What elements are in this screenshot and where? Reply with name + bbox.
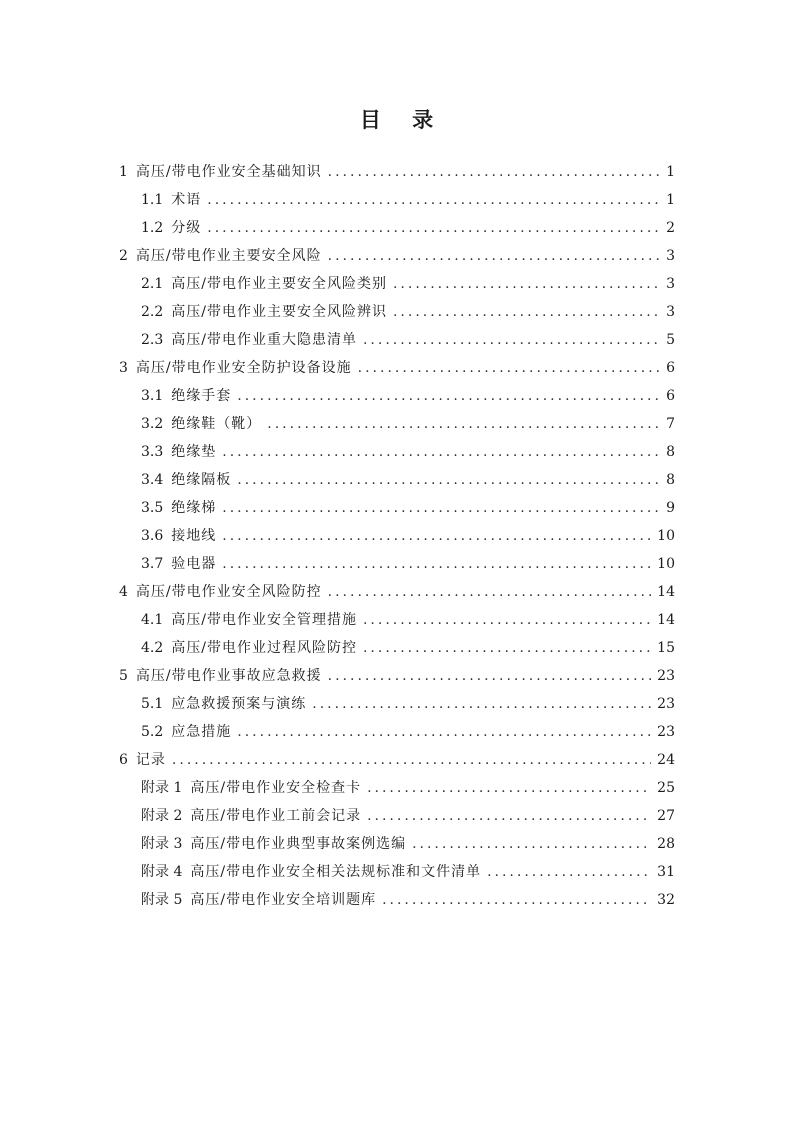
entry-number: 5.1 (141, 696, 164, 712)
entry-page-number: 24 (657, 752, 675, 768)
entry-page-number: 23 (657, 696, 675, 712)
dot-leader (222, 550, 651, 578)
entry-page-number: 7 (666, 416, 675, 432)
entry-label: 绝缘梯 (171, 500, 217, 516)
dot-leader (487, 858, 651, 886)
dot-leader (382, 886, 651, 914)
entry-number: 3.4 (141, 472, 164, 488)
dot-leader (237, 466, 660, 494)
entry-page-number: 6 (666, 360, 675, 376)
dot-leader (363, 634, 651, 662)
dot-leader (358, 354, 660, 382)
entry-number: 4.1 (141, 612, 164, 628)
entry-number: 3 (119, 360, 128, 376)
entry-page-number: 8 (666, 444, 675, 460)
dot-leader (222, 438, 660, 466)
entry-number: 4 (119, 584, 128, 600)
entry-label: 高压/带电作业安全防护设备设施 (135, 360, 352, 376)
entry-label: 绝缘鞋（靴） (171, 416, 262, 432)
entry-label: 绝缘垫 (171, 444, 217, 460)
toc-title: 目 录 (359, 107, 446, 132)
entry-page-number: 14 (657, 584, 675, 600)
entry-label: 验电器 (171, 556, 217, 572)
dot-leader (207, 214, 660, 242)
toc-entry[interactable] (119, 886, 675, 914)
entry-label: 高压/带电作业主要安全风险 (135, 248, 322, 264)
entry-label: 记录 (135, 752, 166, 768)
entry-page-number: 3 (666, 248, 675, 264)
dot-leader (363, 606, 651, 634)
dot-leader (172, 746, 651, 774)
entry-page-number: 23 (657, 668, 675, 684)
entry-number: 3.6 (141, 528, 164, 544)
entry-label: 应急措施 (171, 724, 232, 740)
entry-number: 3.1 (141, 388, 164, 404)
dot-leader (328, 158, 660, 186)
toc-entry[interactable] (119, 718, 675, 746)
entry-page-number: 8 (666, 472, 675, 488)
entry-number: 2.2 (141, 304, 164, 320)
toc-entry[interactable] (119, 466, 675, 494)
entry-number: 3.7 (141, 556, 164, 572)
entry-label: 分级 (171, 220, 202, 236)
toc-entry[interactable] (119, 158, 675, 186)
dot-leader (393, 270, 660, 298)
entry-label: 应急救援预案与演练 (171, 696, 307, 712)
toc-entry[interactable] (119, 326, 675, 354)
entry-label: 高压/带电作业主要安全风险辨识 (171, 304, 387, 320)
entry-page-number: 9 (666, 500, 675, 516)
toc-entry[interactable] (119, 214, 675, 242)
entry-label: 术语 (171, 192, 202, 208)
toc-entry[interactable] (119, 550, 675, 578)
entry-label: 高压/带电作业典型事故案例选编 (190, 836, 407, 852)
entry-page-number: 31 (657, 864, 675, 880)
toc-entry[interactable] (119, 522, 675, 550)
toc-entry[interactable] (119, 438, 675, 466)
dot-leader (363, 326, 660, 354)
entry-label: 高压/带电作业安全风险防控 (135, 584, 322, 600)
dot-leader (328, 662, 652, 690)
entry-page-number: 3 (666, 304, 675, 320)
entry-label: 高压/带电作业事故应急救援 (135, 668, 322, 684)
entry-label: 高压/带电作业工前会记录 (190, 808, 362, 824)
entry-number: 附录 4 (141, 864, 183, 880)
dot-leader (237, 718, 651, 746)
toc-entry[interactable] (119, 830, 675, 858)
entry-page-number: 6 (666, 388, 675, 404)
toc-list (119, 158, 675, 914)
entry-label: 绝缘手套 (171, 388, 232, 404)
entry-label: 高压/带电作业安全基础知识 (135, 164, 322, 180)
entry-page-number: 1 (666, 192, 675, 208)
toc-entry[interactable] (119, 186, 675, 214)
entry-page-number: 10 (657, 528, 675, 544)
entry-number: 3.5 (141, 500, 164, 516)
entry-label: 高压/带电作业安全相关法规标准和文件清单 (190, 864, 482, 880)
entry-number: 5 (119, 668, 128, 684)
entry-number: 1 (119, 164, 128, 180)
entry-page-number: 5 (666, 332, 675, 348)
toc-entry[interactable] (119, 242, 675, 270)
entry-page-number: 27 (657, 808, 675, 824)
dot-leader (328, 242, 660, 270)
toc-entry[interactable] (119, 382, 675, 410)
entry-number: 4.2 (141, 640, 164, 656)
dot-leader (328, 578, 652, 606)
dot-leader (312, 690, 651, 718)
entry-number: 附录 1 (141, 780, 183, 796)
dot-leader (367, 774, 651, 802)
entry-page-number: 23 (657, 724, 675, 740)
toc-entry[interactable] (119, 270, 675, 298)
entry-page-number: 14 (657, 612, 675, 628)
entry-number: 3.2 (141, 416, 164, 432)
toc-entry[interactable] (119, 746, 675, 774)
entry-page-number: 25 (657, 780, 675, 796)
entry-page-number: 32 (657, 892, 675, 908)
entry-label: 高压/带电作业重大隐患清单 (171, 332, 357, 348)
toc-entry[interactable] (119, 858, 675, 886)
toc-entry[interactable] (119, 774, 675, 802)
entry-number: 附录 2 (141, 808, 183, 824)
entry-number: 5.2 (141, 724, 164, 740)
dot-leader (412, 830, 651, 858)
entry-number: 附录 3 (141, 836, 183, 852)
dot-leader (267, 410, 660, 438)
entry-label: 接地线 (171, 528, 217, 544)
dot-leader (367, 802, 651, 830)
dot-leader (222, 522, 651, 550)
entry-label: 高压/带电作业安全管理措施 (171, 612, 357, 628)
entry-page-number: 10 (657, 556, 675, 572)
entry-label: 高压/带电作业过程风险防控 (171, 640, 357, 656)
toc-entry[interactable] (119, 606, 675, 634)
toc-entry[interactable] (119, 494, 675, 522)
entry-number: 2.3 (141, 332, 164, 348)
toc-entry[interactable] (119, 410, 675, 438)
toc-entry[interactable] (119, 662, 675, 690)
entry-number: 3.3 (141, 444, 164, 460)
entry-number: 1.1 (141, 192, 164, 208)
dot-leader (393, 298, 660, 326)
entry-page-number: 15 (657, 640, 675, 656)
entry-page-number: 1 (666, 164, 675, 180)
toc-entry[interactable] (119, 690, 675, 718)
dot-leader (207, 186, 660, 214)
entry-number: 1.2 (141, 220, 164, 236)
entry-page-number: 2 (666, 220, 675, 236)
toc-entry[interactable] (119, 634, 675, 662)
toc-entry[interactable] (119, 578, 675, 606)
entry-label: 高压/带电作业主要安全风险类别 (171, 276, 387, 292)
entry-number: 2 (119, 248, 128, 264)
toc-entry[interactable] (119, 298, 675, 326)
entry-page-number: 28 (657, 836, 675, 852)
entry-number: 2.1 (141, 276, 164, 292)
entry-label: 高压/带电作业安全培训题库 (190, 892, 377, 908)
entry-label: 高压/带电作业安全检查卡 (190, 780, 362, 796)
dot-leader (222, 494, 660, 522)
entry-label: 绝缘隔板 (171, 472, 232, 488)
entry-page-number: 3 (666, 276, 675, 292)
toc-entry[interactable] (119, 802, 675, 830)
entry-number: 6 (119, 752, 128, 768)
dot-leader (237, 382, 660, 410)
toc-entry[interactable] (119, 354, 675, 382)
entry-number: 附录 5 (141, 892, 183, 908)
